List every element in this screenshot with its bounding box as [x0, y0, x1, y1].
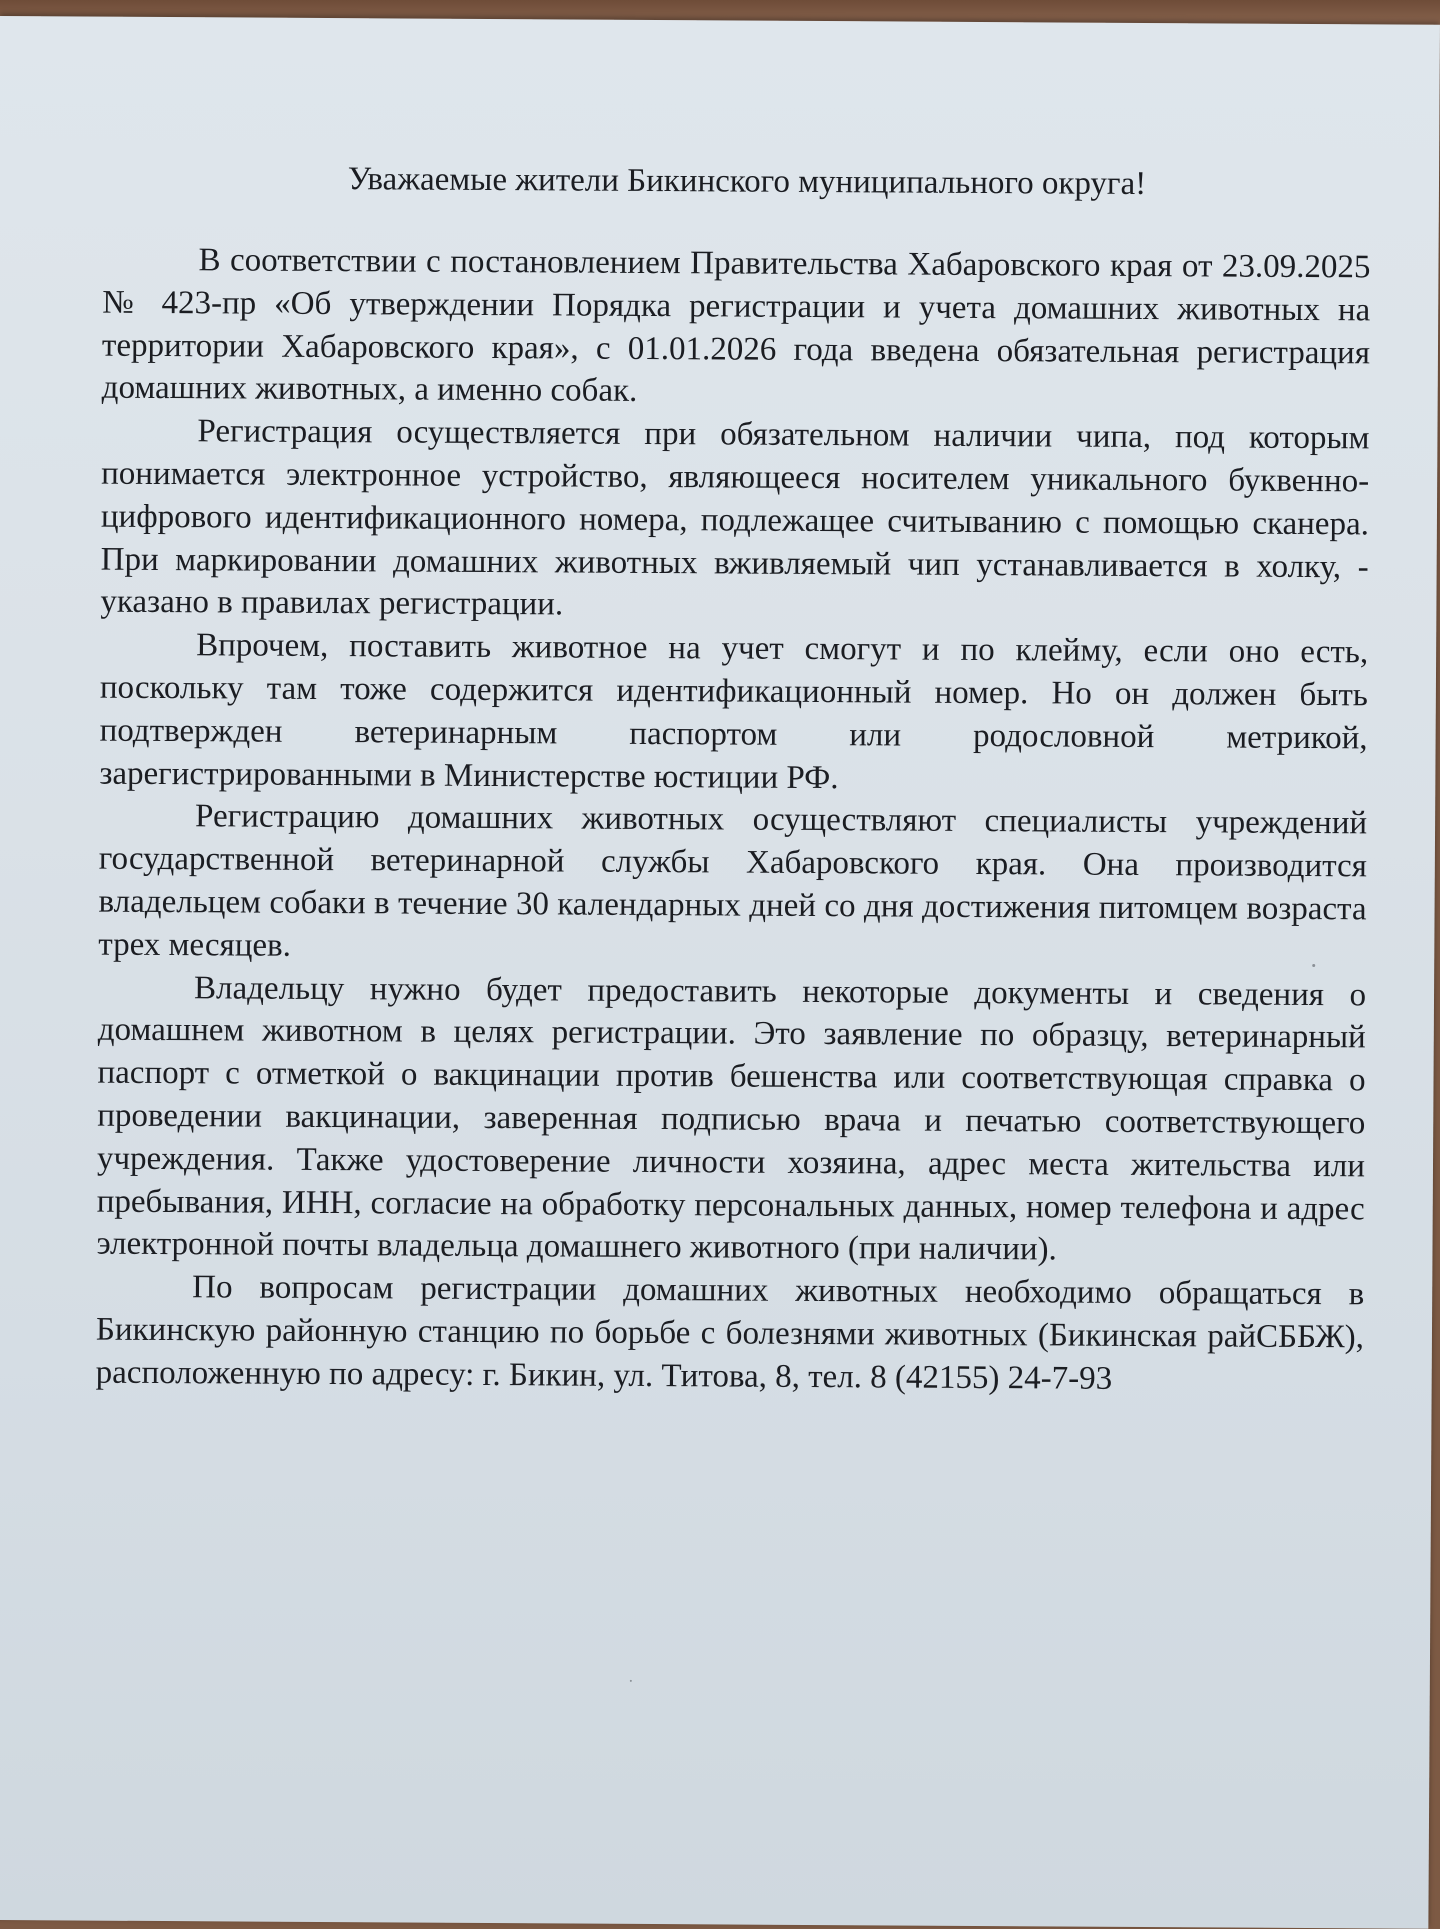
- paper-speck: [630, 1680, 632, 1682]
- notice-body: [96, 157, 1372, 1402]
- paragraph-brand-alternative: Впрочем, поставить животное на учет смогут и по клейму, если оно есть, поскольку там тоже содержится идентификационный номер. Но он должен быть подтвержден ветеринарным паспортом или родословной метрикой, зарегистрированными в Министерстве юстиции РФ.: [99, 627, 1369, 796]
- paragraph-legal-basis: В соответствии с постановлением Правительства Хабаровского края от 23.09.2025 № 423-пр «Об утверждении Порядка регистрации и учета домашних животных на территории Хабаровского края», с 01.01.2026 года введена обязательная регистрация домашних животных, а именно собак.: [101, 242, 1371, 410]
- paragraph-contact-info: По вопросам регистрации домашних животных необходимо обращаться в Бикинскую районную станцию по борьбе с болезнями животных (Бикинская райСББЖ), расположенную по адресу: г. Бикин, ул. Титова, 8, тел. 8 (42155) 24-7-93: [95, 1269, 1365, 1397]
- notice-heading: Уважаемые жители Бикинского муниципального округа!: [347, 161, 1147, 203]
- paragraph-chip-requirement: Регистрация осуществляется при обязательном наличии чипа, под которым понимается электронное устройство, являющееся носителем уникального буквенно-цифрового идентификационного номера, подлежащее считыванию с помощью сканера. При маркировании домашних животных вживляемый чип устанавливается в холку, - указано в правилах регистрации.: [100, 413, 1370, 623]
- paragraph-registration-terms: Регистрацию домашних животных осуществляют специалисты учреждений государственной ветеринарной службы Хабаровского края. Она производится владельцем собаки в течение 30 календарных дней со дня достижения питомцем возраста трех месяцев.: [98, 798, 1368, 964]
- paragraph-required-documents: Владельцу нужно будет предоставить некоторые документы и сведения о домашнем животном в целях регистрации. Это заявление по образцу, ветеринарный паспорт с отметкой о вакцинации против бешенства или соответствующая справка о проведении вакцинации, заверенная подписью врача и печатью соответствующего учреждения. Также удостоверение личности хозяина, адрес места жительства или пребывания, ИНН, согласие на обработку персональных данных, номер телефона и адрес электронной почты владельца домашнего животного (при наличии).: [96, 969, 1367, 1268]
- paper-sheet: [0, 16, 1440, 1929]
